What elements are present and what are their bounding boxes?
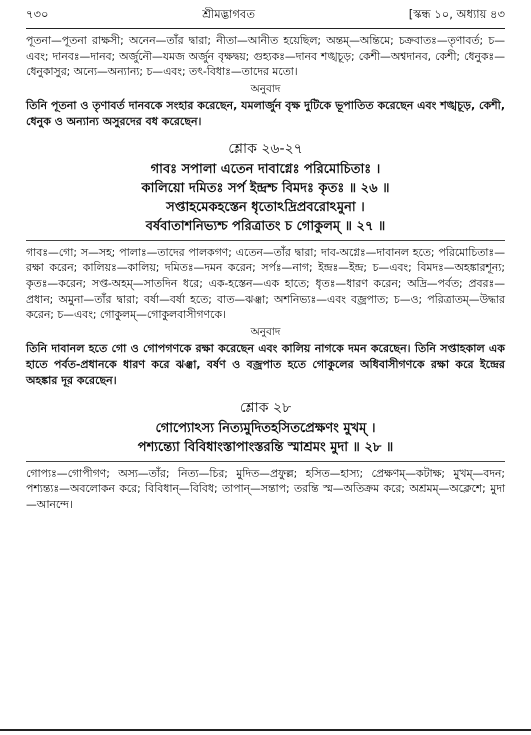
page-number: ৭৩০ <box>26 7 49 21</box>
verse-heading: শ্লোক ২৮ <box>239 399 292 416</box>
translation-label: অনুবাদ <box>250 82 281 95</box>
verse-block <box>26 160 505 236</box>
translation-paragraph: তিনি পূতনা ও তৃণাবর্ত দানবকে সংহার করেছেন, যমলার্জুন বৃক্ষ দুটিকে ভূপাতিত করেছেন এবং শঙ্খচূড়, কেশী, ধেনুক ও অন্যান্য অসুরদের বধ করেছেন। <box>26 98 505 128</box>
verse-line: গোপ্যোঽস্য নিত্যমুদিতহসিতপ্রেক্ষণং মুখম্ । <box>155 420 376 436</box>
canto-chapter: [স্কন্ধ ১০, অধ্যায় ৪৩ <box>408 7 505 21</box>
synonyms-paragraph: পূতনা—পূতনা রাক্ষসী; অনেন—তাঁর দ্বারা; নীতা—আনীত হয়েছিল; অন্তম্—অন্তিমে; চক্রবাতঃ—তৃণাবর্ত; চ—এবং; দানবঃ—দানব; অর্জুনৌ—যমজ অর্জুন বৃক্ষদ্বয়; গুহ্যকঃ—দানব শঙ্খচূড়; কেশী—অশ্বদানব, কেশী; ধেনুকঃ—ধেনুকাসুর; অন্যে—অন্যান্য; চ—এবং; তৎ-বিধাঃ—তাদের মতো। <box>26 34 505 79</box>
divider <box>26 461 505 462</box>
translation-label: অনুবাদ <box>250 325 281 338</box>
book-title: শ্রীমদ্ভাগবত <box>202 7 255 21</box>
page-header <box>26 6 505 29</box>
verse-line: গাবঃ সপালা এতেন দাবাগ্নেঃ পরিমোচিতাঃ । <box>150 161 381 177</box>
synonyms-paragraph: গোপ্যঃ—গোপীগণ; অস্য—তাঁর; নিত্য—চির; মুদিত—প্রফুল্ল; হসিত—হাস্য; প্রেক্ষণম্—কটাক্ষ; মুখম্—বদন; পশ্যন্ত্যঃ—অবলোকন করে; বিবিধান্—বিবিধ; তাপান্—সন্তাপ; তরন্তি স্ম—অতিক্রম করে; অশ্রমম্—অক্লেশে; মুদা—আনন্দে। <box>26 466 505 511</box>
verse-block <box>26 419 505 457</box>
verse-line: কালিয়ো দমিতঃ সর্প ইন্দ্রশ্চ বিমদঃ কৃতঃ ॥ ২৬ ॥ <box>141 180 390 196</box>
verse-heading: শ্লোক ২৬-২৭ <box>228 140 303 157</box>
divider <box>26 240 505 241</box>
translation-paragraph: তিনি দাবানল হতে গো ও গোপগণকে রক্ষা করেছেন এবং কালিয় নাগকে দমন করেছেন। তিনি সপ্তাহকাল এক হাতে পর্বত-প্রধানকে ধারণ করে ঝঞ্ঝা, বর্ষণ ও বজ্রপাত হতে গোকুলের অধিবাসীগণকে রক্ষা করে ইন্দ্রের অহঙ্কার দূর করেছেন। <box>26 341 505 387</box>
synonyms-paragraph: গাবঃ—গো; স—সহ; পালাঃ—তাদের পালকগণ; এতেন—তাঁর দ্বারা; দাব-অগ্নেঃ—দাবানল হতে; পরিমোচিতাঃ—রক্ষা করেন; কালিয়ঃ—কালিয়; দমিতঃ—দমন করেন; সর্পঃ—নাগ; ইন্দ্রঃ—ইন্দ্র; চ—এবং; বিমদঃ—অহঙ্কারশূন্য; কৃতঃ—করেন; সপ্ত-অহম্—সাতদিন ধরে; এক-হস্তেন—এক হাতে; ধৃতঃ—ধারণ করেন; অদ্রি—পর্বত; প্রবরঃ—প্রধান; অমুনা—তাঁর দ্বারা; বর্ষা—বর্ষা হতে; বাত—ঝঞ্ঝা; অশনিভ্যঃ—এবং বজ্রপাত; চ—ও; পরিত্রাতম্—উদ্ধার করেন; চ—এবং; গোকুলম্—গোকুলবাসীগণকে। <box>26 245 505 322</box>
page-bottom-rule <box>0 729 531 731</box>
verse-line: সপ্তাহমেকহস্তেন ধৃতোঽদ্রিপ্রবরোঽমুনা । <box>166 199 365 215</box>
verse-line: বর্ষবাতাশনিভ্যশ্চ পরিত্রাতং চ গোকুলম্ ॥ ২৭ ॥ <box>145 218 386 234</box>
verse-line: পশ্যন্ত্যো বিবিধাংস্তাপাংস্তরন্তি স্মাশ্রমং মুদা ॥ ২৮ ॥ <box>137 439 394 455</box>
